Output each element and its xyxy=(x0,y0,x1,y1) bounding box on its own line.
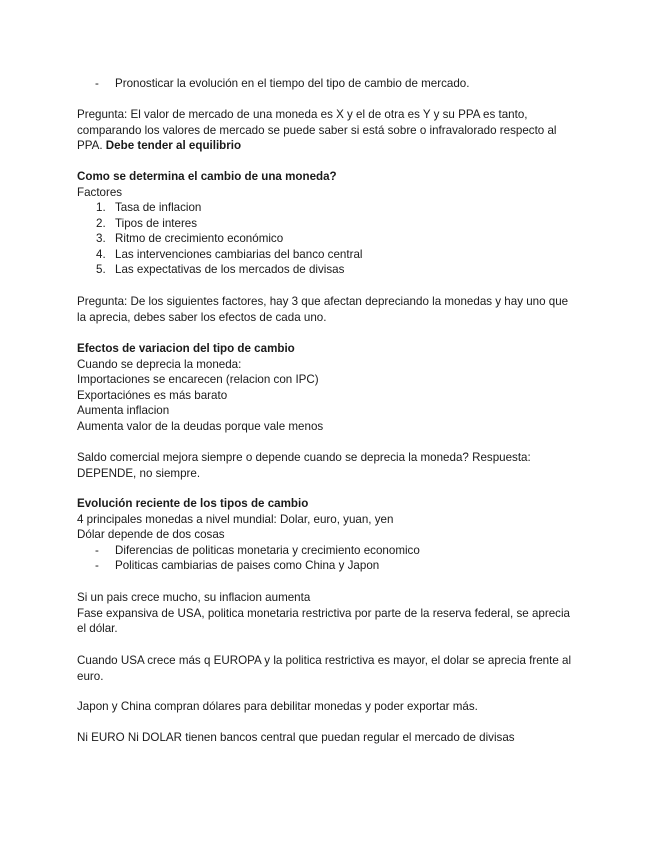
list-item xyxy=(77,231,577,247)
number-marker: 4. xyxy=(96,247,106,261)
usa-text: Cuando USA crece más q EUROPA y la politica restrictiva es mayor, el dolar se aprecia frente al euro. xyxy=(77,654,572,683)
list-item xyxy=(77,543,577,559)
pregunta-ppa-bold: Debe tender al equilibrio xyxy=(105,139,242,152)
evolucion-line: 4 principales monedas a nivel mundial: Dolar, euro, yuan, yen xyxy=(77,512,394,526)
list-item-text: Diferencias de politicas monetaria y crecimiento economico xyxy=(115,543,420,557)
dolar-factors-list xyxy=(77,543,577,574)
list-item xyxy=(77,262,577,278)
top-bullet-list xyxy=(77,76,577,92)
japon-text: Japon y China compran dólares para debilitar monedas y poder exportar más. xyxy=(77,700,478,713)
efectos-line: Cuando se deprecia la moneda: xyxy=(77,357,242,371)
list-item-text: Las intervenciones cambiarias del banco central xyxy=(115,247,363,261)
efectos-section xyxy=(77,341,577,434)
pregunta-ppa-text: Pregunta: El valor de mercado de una moneda es X y el de otra es Y y su PPA es tanto, comparando los valores de mercado se puede saber si está sobre o infravalorado respecto al PPA. xyxy=(77,108,557,152)
efectos-line: Importaciones se encarecen (relacion con IPC) xyxy=(77,373,319,386)
ni-euro-paragraph xyxy=(77,730,577,746)
saldo-text: Saldo comercial mejora siempre o depende cuando se deprecia la moneda? Respuesta: DEPENDE, no siempre. xyxy=(77,451,531,480)
pregunta-factores-text: Pregunta: De los siguientes factores, hay 3 que afectan depreciando la monedas y hay uno que la aprecia, debes saber los efectos de cada uno. xyxy=(77,295,569,324)
list-item xyxy=(77,216,577,232)
factores-label: Factores xyxy=(77,185,123,199)
list-item-text: Tasa de inflacion xyxy=(115,201,202,214)
pregunta-factores-paragraph xyxy=(77,294,577,325)
pais-line: Fase expansiva de USA, politica monetaria restrictiva por parte de la reserva federal, se aprecia el dólar. xyxy=(77,606,570,635)
list-item-text: Pronosticar la evolución en el tiempo del tipo de cambio de mercado. xyxy=(115,77,470,90)
saldo-paragraph xyxy=(77,450,577,481)
number-marker: 5. xyxy=(96,263,106,276)
japon-paragraph xyxy=(77,699,577,715)
list-item-text: Las expectativas de los mercados de divisas xyxy=(115,263,345,276)
usa-paragraph xyxy=(77,653,577,684)
list-item xyxy=(77,558,577,574)
list-item xyxy=(77,247,577,263)
evolucion-line: Dólar depende de dos cosas xyxy=(77,528,225,541)
list-item-text: Ritmo de crecimiento económico xyxy=(115,232,284,245)
ni-euro-text: Ni EURO Ni DOLAR tienen bancos central que puedan regular el mercado de divisas xyxy=(77,731,515,744)
determina-heading: Como se determina el cambio de una moneda? xyxy=(77,170,337,183)
factores-list xyxy=(77,200,577,278)
number-marker: 1. xyxy=(96,201,106,214)
dash-marker: - xyxy=(95,543,99,557)
list-item-text: Tipos de interes xyxy=(115,216,198,230)
determina-section xyxy=(77,169,577,278)
dash-marker: - xyxy=(95,559,99,572)
efectos-line: Aumenta inflacion xyxy=(77,404,170,417)
list-item xyxy=(77,200,577,216)
list-item-text: Politicas cambiarias de paises como China y Japon xyxy=(115,559,380,572)
efectos-heading: Efectos de variacion del tipo de cambio xyxy=(77,342,295,355)
efectos-line: Exportaciónes es más barato xyxy=(77,388,228,402)
list-item xyxy=(77,76,577,92)
evolucion-heading: Evolución reciente de los tipos de cambio xyxy=(77,497,309,510)
number-marker: 3. xyxy=(96,232,106,245)
evolucion-section xyxy=(77,496,577,574)
dash-marker: - xyxy=(95,77,99,90)
pais-line: Si un pais crece mucho, su inflacion aumenta xyxy=(77,591,311,604)
number-marker: 2. xyxy=(96,216,106,230)
efectos-line: Aumenta valor de la deudas porque vale menos xyxy=(77,419,324,433)
pais-section xyxy=(77,590,577,637)
pregunta-ppa-paragraph xyxy=(77,107,577,154)
